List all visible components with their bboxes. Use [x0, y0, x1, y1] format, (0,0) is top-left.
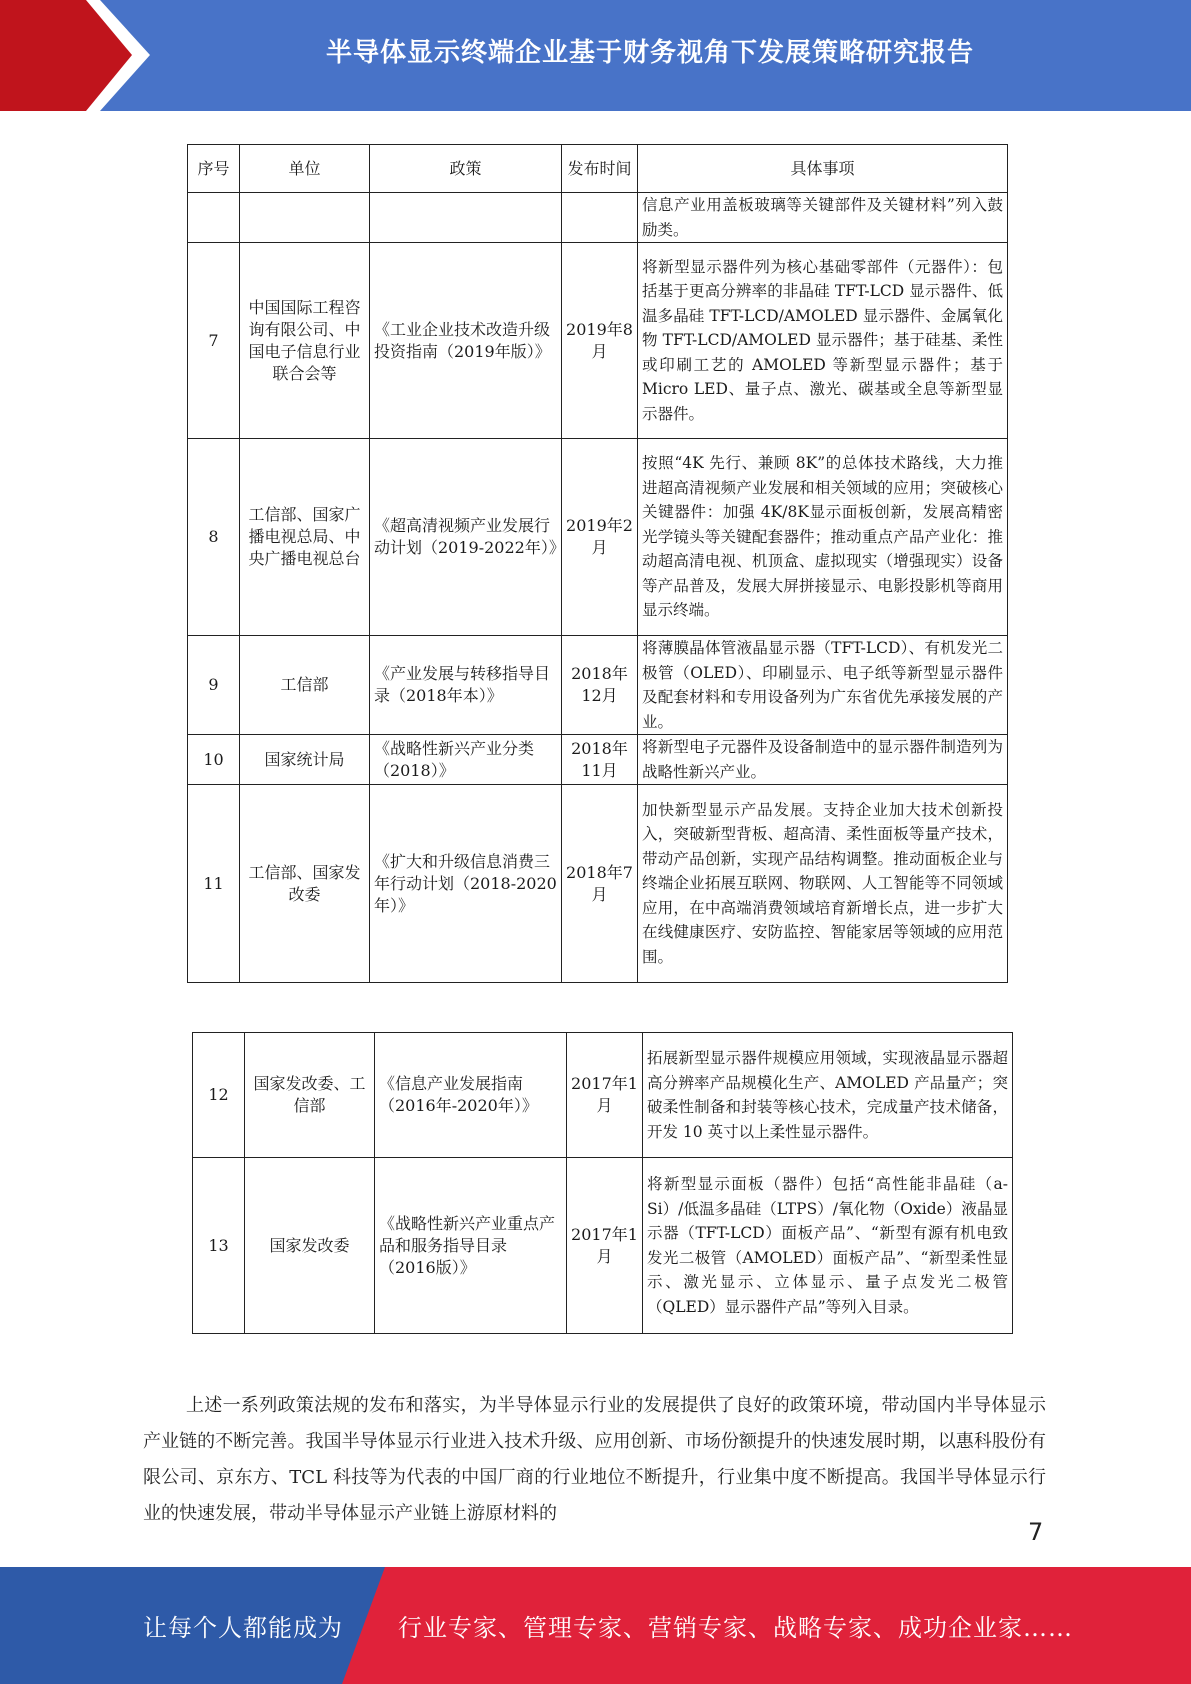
cell-policy: 《超高清视频产业发展行动计划（2019-2022年）》: [370, 439, 562, 636]
cell-no: 11: [188, 785, 240, 983]
cell-policy: 《战略性新兴产业重点产品和服务指导目录（2016版）》: [375, 1158, 567, 1334]
header-arrow-icon: [0, 0, 160, 111]
cell-policy: [370, 193, 562, 243]
cell-policy: 《工业企业技术改造升级投资指南（2019年版）》: [370, 243, 562, 439]
footer-slogan-left: 让每个人都能成为: [143, 1614, 343, 1642]
table-row: [188, 735, 1008, 785]
table-header-row: [188, 145, 1008, 193]
header-cell-detail: 具体事项: [638, 145, 1008, 193]
cell-no: 7: [188, 243, 240, 439]
cell-policy: 《战略性新兴产业分类（2018）》: [370, 735, 562, 785]
cell-detail: 信息产业用盖板玻璃等关键部件及关键材料”列入鼓励类。: [638, 193, 1008, 243]
policy-table-1: [187, 144, 1008, 983]
policy-table-2: [192, 1032, 1013, 1334]
cell-no: 8: [188, 439, 240, 636]
header-cell-unit: 单位: [240, 145, 370, 193]
footer-slogan-right: 行业专家、管理专家、营销专家、战略专家、成功企业家……: [398, 1614, 1073, 1642]
table-row: [193, 1158, 1013, 1334]
cell-date: [562, 193, 638, 243]
cell-no: 10: [188, 735, 240, 785]
body-paragraph: 上述一系列政策法规的发布和落实，为半导体显示行业的发展提供了良好的政策环境，带动国内半导体显示产业链的不断完善。我国半导体显示行业进入技术升级、应用创新、市场份额提升的快速发展时期，以惠科股份有限公司、京东方、TCL 科技等为代表的中国厂商的行业地位不断提升，行业集中度不断提高。我国半导体显示行业的快速发展，带动半导体显示产业链上游原材料的: [143, 1395, 1046, 1524]
cell-unit: 工信部、国家广播电视总局、中央广播电视总台: [240, 439, 370, 636]
cell-no: 13: [193, 1158, 245, 1334]
cell-unit: 中国国际工程咨询有限公司、中国电子信息行业联合会等: [240, 243, 370, 439]
cell-detail: 加快新型显示产品发展。支持企业加大技术创新投入，突破新型背板、超高清、柔性面板等量产技术，带动产品创新，实现产品结构调整。推动面板企业与终端企业拓展互联网、物联网、人工智能等不同领域应用，在中高端消费领域培育新增长点，进一步扩大在线健康医疗、安防监控、智能家居等领域的应用范围。: [638, 785, 1008, 983]
cell-detail: 将新型显示面板（器件）包括“高性能非晶硅（a-Si）/低温多晶硅（LTPS）/氧化物（Oxide）液晶显示器（TFT-LCD）面板产品”、“新型有源有机电致发光二极管（AMOLED）面板产品”、“新型柔性显示、激光显示、立体显示、量子点发光二极管（QLED）显示器件产品”等列入目录。: [643, 1158, 1013, 1334]
cell-policy: 《信息产业发展指南（2016年-2020年）》: [375, 1033, 567, 1158]
header-cell-date: 发布时间: [562, 145, 638, 193]
cell-date: 2018年12月: [562, 636, 638, 735]
table-row: [188, 243, 1008, 439]
cell-policy: 《扩大和升级信息消费三年行动计划（2018-2020年）》: [370, 785, 562, 983]
page-number: 7: [1028, 1518, 1044, 1546]
cell-date: 2017年1月: [567, 1033, 643, 1158]
cell-no: 9: [188, 636, 240, 735]
table-row: [188, 636, 1008, 735]
table-row: [188, 439, 1008, 636]
table-row: [193, 1033, 1013, 1158]
cell-detail: 将新型显示器件列为核心基础零部件（元器件）：包括基于更高分辨率的非晶硅 TFT-LCD 显示器件、低温多晶硅 TFT-LCD/AMOLED 显示器件、金属氧化物 TFT-LCD/AMOLED 显示器件；基于硅基、柔性或印刷工艺的 AMOLED 等新型显示器件；基于 Micro LED、量子点、激光、碳基或全息等新型显示器件。: [638, 243, 1008, 439]
cell-date: 2018年11月: [562, 735, 638, 785]
header-title: 半导体显示终端企业基于财务视角下发展策略研究报告: [325, 37, 974, 68]
cell-unit: 工信部: [240, 636, 370, 735]
cell-unit: 国家发改委、工信部: [245, 1033, 375, 1158]
page-footer: [0, 1567, 1191, 1684]
header-cell-no: 序号: [188, 145, 240, 193]
table-row: [188, 193, 1008, 243]
cell-unit: 国家发改委: [245, 1158, 375, 1334]
cell-detail: 按照“4K 先行、兼顾 8K”的总体技术路线，大力推进超高清视频产业发展和相关领域的应用；突破核心关键器件：加强 4K/8K显示面板创新，发展高精密光学镜头等关键配套器件；推动重点产品产业化：推动超高清电视、机顶盒、虚拟现实（增强现实）设备等产品普及，发展大屏拼接显示、电影投影机等商用显示终端。: [638, 439, 1008, 636]
cell-detail: 拓展新型显示器件规模应用领域，实现液晶显示器超高分辨率产品规模化生产、AMOLED 产品量产；突破柔性制备和封装等核心技术，完成量产技术储备，开发 10 英寸以上柔性显示器件。: [643, 1033, 1013, 1158]
cell-unit: 国家统计局: [240, 735, 370, 785]
cell-unit: 工信部、国家发改委: [240, 785, 370, 983]
header-cell-policy: 政策: [370, 145, 562, 193]
cell-unit: [240, 193, 370, 243]
cell-date: 2017年1月: [567, 1158, 643, 1334]
cell-no: 12: [193, 1033, 245, 1158]
cell-no: [188, 193, 240, 243]
cell-policy: 《产业发展与转移指导目录（2018年本）》: [370, 636, 562, 735]
cell-date: 2018年7月: [562, 785, 638, 983]
cell-detail: 将新型电子元器件及设备制造中的显示器件制造列为战略性新兴产业。: [638, 735, 1008, 785]
cell-date: 2019年2月: [562, 439, 638, 636]
cell-detail: 将薄膜晶体管液晶显示器（TFT-LCD）、有机发光二极管（OLED）、印刷显示、电子纸等新型显示器件及配套材料和专用设备列为广东省优先承接发展的产业。: [638, 636, 1008, 735]
page-header: [0, 0, 1191, 111]
cell-date: 2019年8月: [562, 243, 638, 439]
table-row: [188, 785, 1008, 983]
